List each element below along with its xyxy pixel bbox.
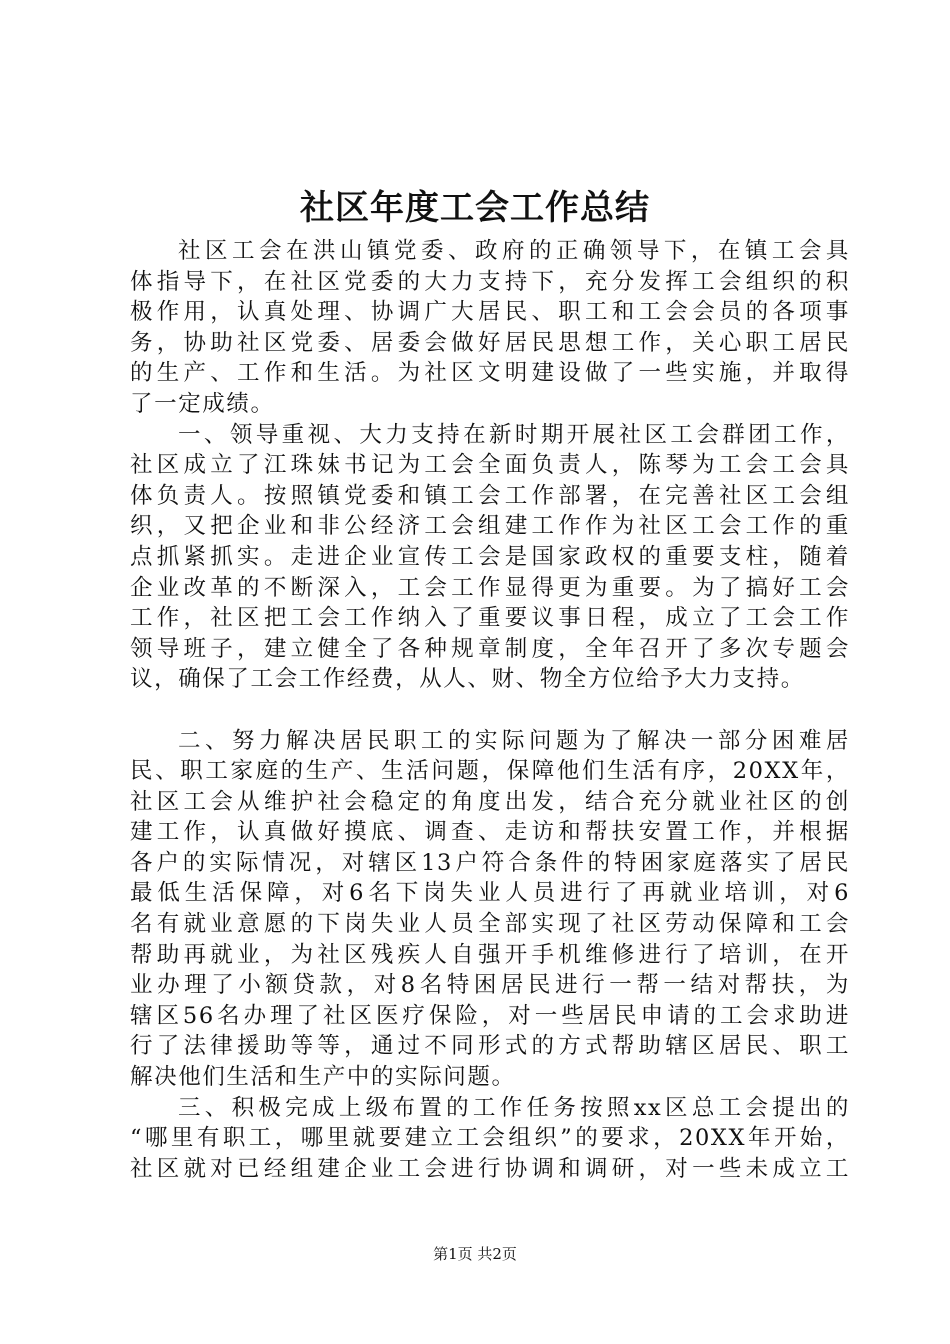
text-line: 社区工会在洪山镇党委、政府的正确领导下，在镇工会具 [178,238,850,264]
document-title: 社区年度工会工作总结 [300,188,650,228]
text-line: 一、领导重视、大力支持在新时期开展社区工会群团工作， [178,421,850,448]
text-line: 极作用，认真处理、协调广大居民、职工和工会会员的各项事 [130,299,850,326]
text-line: 最低生活保障，对6名下岗失业人员进行了再就业培训，对6 [130,880,850,907]
text-line: 了一定成绩。 [130,390,275,417]
page-footer: 第1页 共2页 [433,1245,517,1263]
text-line: 民、职工家庭的生产、生活问题，保障他们生活有序，20XX年， [130,758,850,785]
text-line: 点抓紧抓实。走进企业宣传工会是国家政权的重要支柱，随着 [130,543,850,570]
text-line: 工作，社区把工会工作纳入了重要议事日程，成立了工会工作 [130,605,850,632]
text-line: 领导班子，建立健全了各种规章制度，全年召开了多次专题会 [130,635,850,662]
text-line: 二、努力解决居民职工的实际问题为了解决一部分困难居 [178,727,850,754]
paragraph-section-1 [130,420,850,695]
text-line: 建工作，认真做好摸底、调查、走访和帮扶安置工作，并根据 [130,819,850,846]
text-line: 体指导下，在社区党委的大力支持下，充分发挥工会组织的积 [130,268,850,295]
text-line: “哪里有职工，哪里就要建立工会组织”的要求，20XX年开始， [130,1125,850,1152]
text-line: 体负责人。按照镇党委和镇工会工作部署，在完善社区工会组 [130,482,850,509]
text-line: 名有就业意愿的下岗失业人员全部实现了社区劳动保障和工会 [130,911,850,938]
paragraph-section-2 [130,726,850,1093]
text-line: 行了法律援助等等，通过不同形式的方式帮助辖区居民、职工 [130,1033,850,1060]
text-line: 企业改革的不断深入，工会工作显得更为重要。为了搞好工会 [130,574,850,601]
text-line: 议，确保了工会工作经费，从人、财、物全方位给予大力支持。 [130,666,805,693]
text-line: 社区成立了江珠妹书记为工会全面负责人，陈琴为工会工会具 [130,452,850,479]
text-line: 的生产、工作和生活。为社区文明建设做了一些实施，并取得 [130,360,850,387]
text-line: 业办理了小额贷款，对8名特困居民进行一帮一结对帮扶，为 [130,972,850,999]
text-line: 帮助再就业，为社区残疾人自强开手机维修进行了培训，在开 [130,941,850,968]
text-line: 社区工会从维护社会稳定的角度出发，结合充分就业社区的创 [130,788,850,815]
document-body [130,236,850,1184]
text-line: 解决他们生活和生产中的实际问题。 [130,1064,516,1091]
text-line: 各户的实际情况，对辖区13户符合条件的特困家庭落实了居民 [130,849,850,876]
text-line: 务，协助社区党委、居委会做好居民思想工作，关心职工居民 [130,329,850,356]
paragraph-section-3 [130,1093,850,1185]
text-line: 织，又把企业和非公经济工会组建工作作为社区工会工作的重 [130,513,850,540]
text-line: 社区就对已经组建企业工会进行协调和调研，对一些未成立工 [130,1155,850,1182]
text-line: 三、积极完成上级布置的工作任务按照xx区总工会提出的 [178,1094,850,1121]
paragraph-gap [130,695,850,726]
paragraph-intro [130,236,850,420]
text-line: 辖区56名办理了社区医疗保险，对一些居民申请的工会求助进 [130,1002,850,1029]
